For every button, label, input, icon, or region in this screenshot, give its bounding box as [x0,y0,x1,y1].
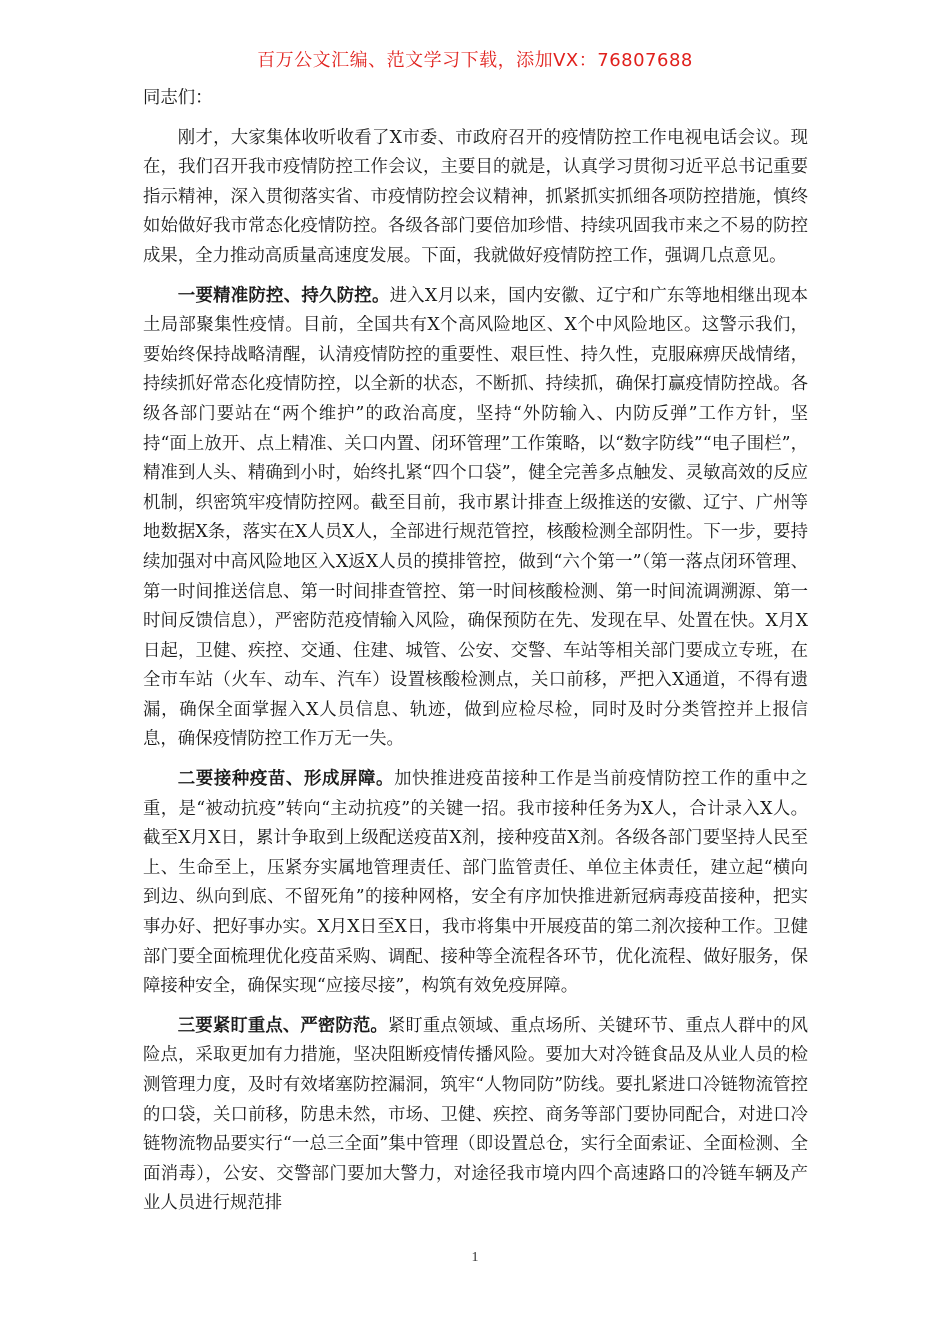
section-paragraph-2 [143,765,808,1002]
salutation: 同志们： [143,88,213,108]
section-heading-3: 三要紧盯重点、严密防范。 [177,1015,388,1036]
section-body-2: 加快推进疫苗接种工作是当前疫情防控工作的重中之重，是“被动抗疫”转向“主动抗疫”的关键一招。我市接种任务为X人，合计录入X人。截至X月X日，累计争取到上级配送疫苗X剂，接种疫苗X剂。各级各部门要坚持人民至上、生命至上，压紧夯实属地管理责任、部门监管责任、单位主体责任，建立起“横向到边、纵向到底、不留死角”的接种网格，安全有序加快推进新冠病毒疫苗接种，把实事办好、把好事办实。X月X日至X日，我市将集中开展疫苗的第二剂次接种工作。卫健部门要全面梳理优化疫苗采购、调配、接种等全流程各环节，优化流程、做好服务，保障接种安全，确保实现“应接尽接”，构筑有效免疫屏障。 [143,769,808,997]
intro-paragraph: 刚才，大家集体收听收看了X市委、市政府召开的疫情防控工作电视电话会议。现在，我们召开我市疫情防控工作会议，主要目的就是，认真学习贯彻习近平总书记重要指示精神，深入贯彻落实省、市疫情防控会议精神，抓紧抓实抓细各项防控措施，慎终如始做好我市常态化疫情防控。各级各部门要倍加珍惜、持续巩固我市来之不易的防控成果，全力推动高质量高速度发展。下面，我就做好疫情防控工作，强调几点意见。 [143,127,808,266]
section-paragraph-3 [143,1012,808,1219]
section-heading-2: 二要接种疫苗、形成屏障。 [177,769,395,790]
page-number: 1 [471,1250,479,1265]
section-body-3: 紧盯重点领域、重点场所、关键环节、重点人群中的风险点，采取更加有力措施，坚决阻断疫情传播风险。要加大对冷链食品及从业人员的检测管理力度，及时有效堵塞防控漏洞，筑牢“人物同防”防线。要扎紧进口冷链物流管控的口袋，关口前移，防患未然，市场、卫健、疾控、商务等部门要协同配合，对进口冷链物流物品要实行“一总三全面”集中管理（即设置总仓，实行全面索证、全面检测、全面消毒），公安、交警部门要加大警力，对途径我市境内四个高速路口的冷链车辆及产业人员进行规范排 [143,1015,808,1214]
header-banner: 百万公文汇编、范文学习下载，添加VX：76807688 [257,50,693,71]
section-heading-1: 一要精准防控、持久防控。 [177,285,390,306]
document-body [143,84,808,1229]
section-body-1: 进入X月以来，国内安徽、辽宁和广东等地相继出现本土局部聚集性疫情。目前，全国共有X个高风险地区、X个中风险地区。这警示我们，要始终保持战略清醒，认清疫情防控的重要性、艰巨性、持久性，克服麻痹厌战情绪，持续抓好常态化疫情防控，以全新的状态，不断抓、持续抓，确保打赢疫情防控战。各级各部门要站在“两个维护”的政治高度，坚持“外防输入、内防反弹”工作方针，坚持“面上放开、点上精准、关口内置、闭环管理”工作策略，以“数字防线”“电子围栏”，精准到人头、精确到小时，始终扎紧“四个口袋”，健全完善多点触发、灵敏高效的反应机制，织密筑牢疫情防控网。截至目前，我市累计排查上级推送的安徽、辽宁、广州等地数据X条，落实在X人员X人，全部进行规范管控，核酸检测全部阴性。下一步，要持续加强对中高风险地区入X返X人员的摸排管控，做到“六个第一”（第一落点闭环管理、第一时间推送信息、第一时间排查管控、第一时间核酸检测、第一时间流调溯源、第一时间反馈信息），严密防范疫情输入风险，确保预防在先、发现在早、处置在快。X月X日起，卫健、疾控、交通、住建、城管、公安、交警、车站等相关部门要成立专班，在全市车站（火车、动车、汽车）设置核酸检测点，关口前移，严把入X通道，不得有遗漏，确保全面掌握入X人员信息、轨迹，做到应检尽检，同时及时分类管控并上报信息，确保疫情防控工作万无一失。 [143,285,808,750]
section-paragraph-1 [143,282,808,756]
